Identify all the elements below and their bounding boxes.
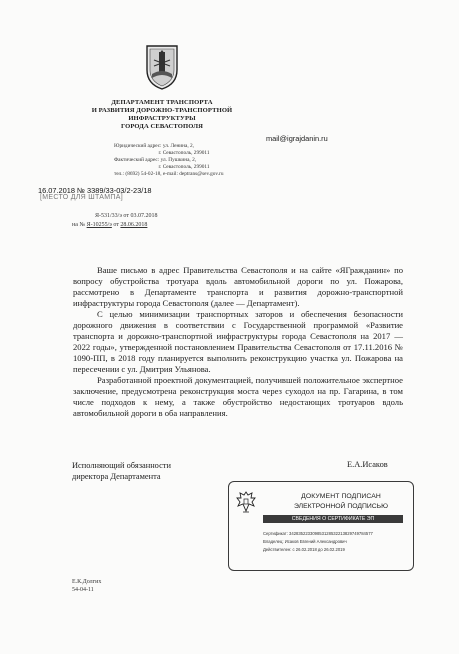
executor-phone: 54-04-11 (72, 587, 94, 593)
e-signature-title-1: ДОКУМЕНТ ПОДПИСАН (301, 493, 381, 500)
department-line: ГОРОДА СЕВАСТОПОЛЯ (120, 123, 204, 130)
sevastopol-coat-of-arms-icon (145, 44, 179, 90)
e-signature-stamp (228, 481, 414, 571)
ref-number: Я-10255/э (86, 222, 112, 228)
e-signature-title-2: ЭЛЕКТРОННОЙ ПОДПИСЬЮ (294, 503, 388, 510)
certificate-owner: Владелец: Исаков Евгений Александрович (263, 539, 347, 544)
department-name (88, 99, 236, 131)
department-line: ИНФРАСТРУКТУРЫ (128, 115, 196, 122)
ref-date: 28.06.2018 (120, 222, 148, 228)
executor-name: Е.К.Долгих (72, 579, 102, 585)
struck-placeholder: [МЕСТО ДЛЯ ШТАМПА] (40, 194, 123, 201)
signatory-position (72, 460, 171, 482)
reply-reference (72, 222, 147, 228)
position-line-1: Исполняющий обязанности (72, 461, 171, 470)
legal-address-line-1: Юридический адрес: ул. Ленина, 2, (114, 143, 194, 149)
position-line-2: директора Департамента (72, 472, 161, 481)
certificate-header: СВЕДЕНИЯ О СЕРТИФИКАТЕ ЭП (263, 515, 403, 523)
body-paragraph-2: С целью минимизации транспортных заторов и обеспечения безопасности дорожного движения в соответствии с Государственной программой «Развитие транспорта и дорожно-транспортной инфраструктуры города Севастополя на 2017 — 2022 годы», утвержденной постановлением Правительства Севастополя от 17.11.2016 № 1090-ПП, в 2018 году планируется выполнить реконструкцию участка ул. Пожарова на пересечении с ул. Дмитрия Ульянова. (73, 309, 403, 374)
actual-address-line-2: г. Севастополь, 299011 (158, 164, 210, 170)
executor-info (72, 578, 101, 594)
actual-address-line-1: Фактический адрес: ул. Пушкина, 2, (114, 157, 197, 163)
registration-number: 16.07.2018 № 3389/33-03/2-23/18 (38, 186, 152, 195)
department-address (114, 143, 254, 178)
department-line: ДЕПАРТАМЕНТ ТРАНСПОРТА (111, 99, 213, 106)
incoming-reference: Я-531/33/э от 03.07.2018 (95, 213, 158, 219)
contacts-line: тел.: (8692) 54-02-18, e-mail: deptrans@sev.gov.ru (114, 171, 224, 177)
ref-from: от (113, 222, 119, 228)
body-paragraph-3: Разработанной проектной документацией, получившей положительное экспертное заключение, предусмотрена реконструкция моста через суходол на пр. Гагарина, в том числе подходов к нему, а также обустройство недостающих тротуаров вдоль автомобильной дороги в оба направления. (73, 375, 403, 418)
department-line: И РАЗВИТИЯ ДОРОЖНО-ТРАНСПОРТНОЙ (91, 107, 233, 114)
ref-prefix: на № (72, 222, 86, 228)
recipient-email: mail@igrajdanin.ru (266, 134, 328, 143)
signatory-name: Е.А.Исаков (347, 460, 388, 469)
legal-address-line-2: г. Севастополь, 299011 (158, 150, 210, 156)
certificate-number: Сертификат: 342835223309853128532213829749784577 (263, 531, 373, 536)
letter-body (73, 265, 403, 419)
body-paragraph-1: Ваше письмо в адрес Правительства Севастополя и на сайте «ЯГражданин» по вопросу обустройства тротуара вдоль автомобильной дороги по ул. Пожарова, рассмотрено в Департаменте транспорта и развития дорожно-транспортной инфраструктуры города Севастополя (далее — Департамент). (73, 265, 403, 308)
russian-eagle-icon (235, 489, 257, 515)
certificate-validity: Действителен: с 26.02.2018 до 26.02.2019 (263, 547, 345, 552)
